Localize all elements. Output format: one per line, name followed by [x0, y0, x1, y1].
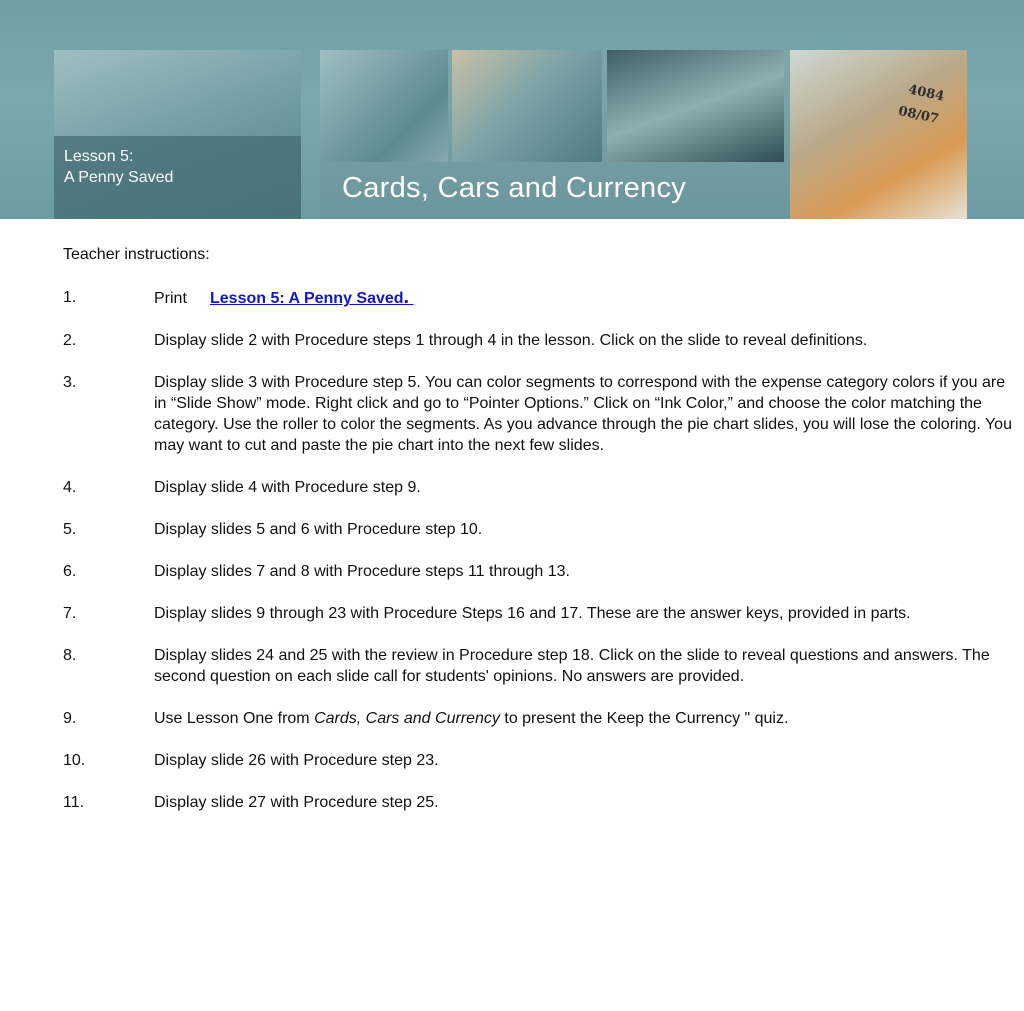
lesson-link[interactable] [210, 286, 414, 308]
step-9 [63, 708, 1013, 729]
step-6 [63, 561, 1013, 582]
collage-image-cars [607, 50, 784, 162]
lesson-link-text: Lesson 5: A Penny Saved [210, 290, 404, 307]
step-text: Display slide 26 with Procedure step 23. [154, 752, 439, 769]
step-1 [63, 287, 1013, 309]
print-label: Print [154, 290, 187, 307]
step-number: 5. [63, 521, 77, 538]
step-number: 2. [63, 332, 77, 349]
step-number: 8. [63, 647, 77, 664]
step-number: 9. [63, 710, 77, 727]
step-8 [63, 645, 1013, 687]
collage-image-credit-card [452, 50, 602, 162]
instructions [63, 244, 1013, 834]
step-number: 6. [63, 563, 77, 580]
step-text: Display slide 4 with Procedure step 9. [154, 479, 421, 496]
step-number: 11. [63, 794, 85, 811]
step-7 [63, 603, 1013, 624]
lesson-link-tail: . [403, 286, 410, 308]
lesson-number: Lesson 5: [64, 148, 134, 165]
instructions-heading: Teacher instructions: [63, 246, 210, 263]
step-text-after: to present the Keep the Currency " quiz. [499, 710, 789, 727]
step-text: Display slides 24 and 25 with the review in Procedure step 18. Click on the slide to reveal questions and answers. The second question on each slide call for students' opinions. No answers are provided. [154, 647, 990, 685]
lesson-panel [54, 50, 301, 219]
step-text: Display slides 7 and 8 with Procedure steps 11 through 13. [154, 563, 570, 580]
step-text-before: Use Lesson One from [154, 710, 315, 727]
lesson-label [64, 146, 173, 188]
step-text [154, 708, 1013, 729]
collage-image-cards [790, 50, 967, 219]
collage-image-currency [320, 50, 448, 162]
step-text [154, 287, 1013, 309]
step-number: 1. [63, 289, 77, 306]
step-2 [63, 330, 1013, 351]
step-number: 7. [63, 605, 77, 622]
header-banner [0, 0, 1024, 219]
book-title: Cards, Cars and Currency [314, 710, 500, 727]
step-number: 4. [63, 479, 77, 496]
step-5 [63, 519, 1013, 540]
step-text: Display slide 3 with Procedure step 5. You can color segments to correspond with the expense category colors if you are in “Slide Show” mode. Right click and go to “Pointer Options.” Click on “Ink Color,” and choose the color matching the category. Use the roller to color the segments. As you advance through the pie chart slides, you will lose the coloring. You may want to cut and paste the pie chart into the next few slides. [154, 374, 1012, 454]
step-3 [63, 372, 1013, 456]
step-text: Display slide 2 with Procedure steps 1 through 4 in the lesson. Click on the slide to reveal definitions. [154, 332, 868, 349]
step-number: 3. [63, 374, 77, 391]
step-text: Display slides 9 through 23 with Procedure Steps 16 and 17. These are the answer keys, provided in parts. [154, 605, 911, 622]
step-text: Display slide 27 with Procedure step 25. [154, 794, 439, 811]
card-expiry-text: 08/07 [896, 103, 941, 128]
step-text: Display slides 5 and 6 with Procedure step 10. [154, 521, 483, 538]
step-10 [63, 750, 1013, 771]
step-4 [63, 477, 1013, 498]
banner-title: Cards, Cars and Currency [342, 172, 687, 204]
card-number-text: 4084 [906, 82, 946, 105]
step-11 [63, 792, 1013, 813]
lesson-name: A Penny Saved [64, 169, 174, 186]
step-number: 10. [63, 752, 86, 769]
